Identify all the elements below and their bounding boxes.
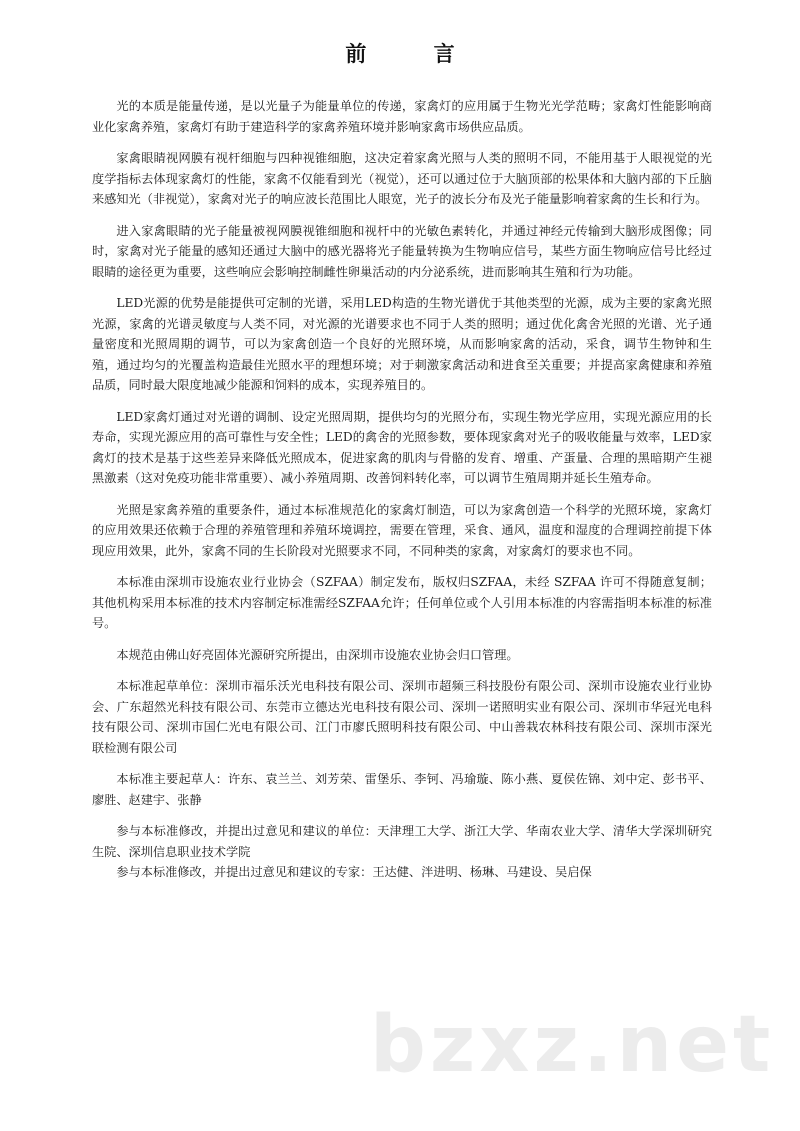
paragraph-led-poultry-lamp: LED家禽灯通过对光谱的调制、设定光照周期，提供均匀的光照分布，实现生物光学应用，实现光源应用的长寿命，实现光源应用的高可靠性与安全性；LED的禽舍的光照参数，要体现家禽对光子的吸收能量与效率，LED家禽灯的技术是基于这些差异来降低光照成本，促进家禽的肌肉与骨骼的发育、增重、产蛋量、合理的黑暗期产生褪黑激素（这对免疫功能非常重要）、减小养殖周期、改善饲料转化率，可以调节生殖周期并延长生殖寿命。 [92,409,712,485]
paragraph-drafting-units: 本标准起草单位：深圳市福乐沃光电科技有限公司、深圳市超频三科技股份有限公司、深圳市设施农业行业协会、广东超然光科技有限公司、东莞市立德达光电科技有限公司、深圳一诺照明实业有限公司、深圳市华冠光电科技有限公司、深圳市国仁光电有限公司、江门市廖氏照明科技有限公司、中山善栽农林科技有限公司、深圳市深光联检测有限公司 [92,679,712,755]
paragraph-photon-energy: 进入家禽眼睛的光子能量被视网膜视锥细胞和视杆中的光敏色素转化，并通过神经元传输到大脑形成图像；同时，家禽对光子能量的感知还通过大脑中的感光器将光子能量转换为生物响应信号，某些方面生物响应信号比经过眼睛的途径更为重要，这些响应会影响控制雌性卵巢活动的内分泌系统，进而影响其生殖和行为功能。 [92,223,712,279]
paragraph-poultry-vision: 家禽眼睛视网膜有视杆细胞与四种视锥细胞，这决定着家禽光照与人类的照明不同，不能用基于人眼视觉的光度学指标去体现家禽灯的性能，家禽不仅能看到光（视觉），还可以通过位于大脑顶部的松果体和大脑内部的下丘脑来感知光（非视觉），家禽对光子的响应波长范围比人眼宽，光子的波长分布及光子能量影响着家禽的生长和行为。 [92,151,712,206]
paragraph-lighting-conditions: 光照是家禽养殖的重要条件，通过本标准规范化的家禽灯制造，可以为家禽创造一个科学的光照环境，家禽灯的应用效果还依赖于合理的养殖管理和养殖环境调控，需要在管理，采食、通风，温度和湿度的合理调控前提下体现应用效果，此外，家禽不同的生长阶段对光照要求不同，不同种类的家禽，对家禽灯的要求也不同。 [92,502,712,558]
paragraph-contributing-experts: 参与本标准修改，并提出过意见和建议的专家：王达健、泮进明、杨琳、马建设、吴启保 [116,865,592,879]
paragraph-drafters: 本标准主要起草人：许东、袁兰兰、刘芳荣、雷堡乐、李钶、冯瑜璇、陈小燕、夏侯佐锦、刘中定、彭书平、廖胜、赵建宇、张静 [92,772,712,807]
paragraph-copyright: 本标准由深圳市设施农业行业协会（SZFAA）制定发布，版权归SZFAA，未经 SZFAA 许可不得随意复制；其他机构采用本标准的技术内容制定标准需经SZFAA允许；任何单位或个人引用本标准的内容需指明本标准的标准号。 [92,575,712,630]
site-watermark: bzxz.net [370,1000,775,1090]
paragraph-led-advantage: LED光源的优势是能提供可定制的光谱，采用LED构造的生物光谱优于其他类型的光源，成为主要的家禽光照光源，家禽的光谱灵敏度与人类不同，对光源的光谱要求也不同于人类的照明；通过优化禽舍光照的光谱、光子通量密度和光照周期的调节，可以为家禽创造一个良好的光照环境，从而影响家禽的活动，采食，调节生物钟和生殖，通过均匀的光覆盖构造最佳光照水平的理想环境；对于刺激家禽活动和进食至关重要；并提高家禽健康和养殖品质，同时最大限度地减少能源和饲料的成本，实现养殖目的。 [92,296,712,392]
paragraph-light-nature: 光的本质是能量传递，是以光量子为能量单位的传递，家禽灯的应用属于生物光光学范畴；家禽灯性能影响商业化家禽养殖，家禽灯有助于建造科学的家禽养殖环境并影响家禽市场供应品质。 [92,99,712,134]
paragraph-proposer: 本规范由佛山好亮固体光源研究所提出，由深圳市设施农业协会归口管理。 [116,647,519,662]
document-body [92,96,712,894]
paragraph-contributing-units: 参与本标准修改，并提出过意见和建议的单位：天津理工大学、浙江大学、华南农业大学、清华大学深圳研究生院、深圳信息职业技术学院 [92,824,712,859]
page-title: 前 言 [345,41,485,66]
